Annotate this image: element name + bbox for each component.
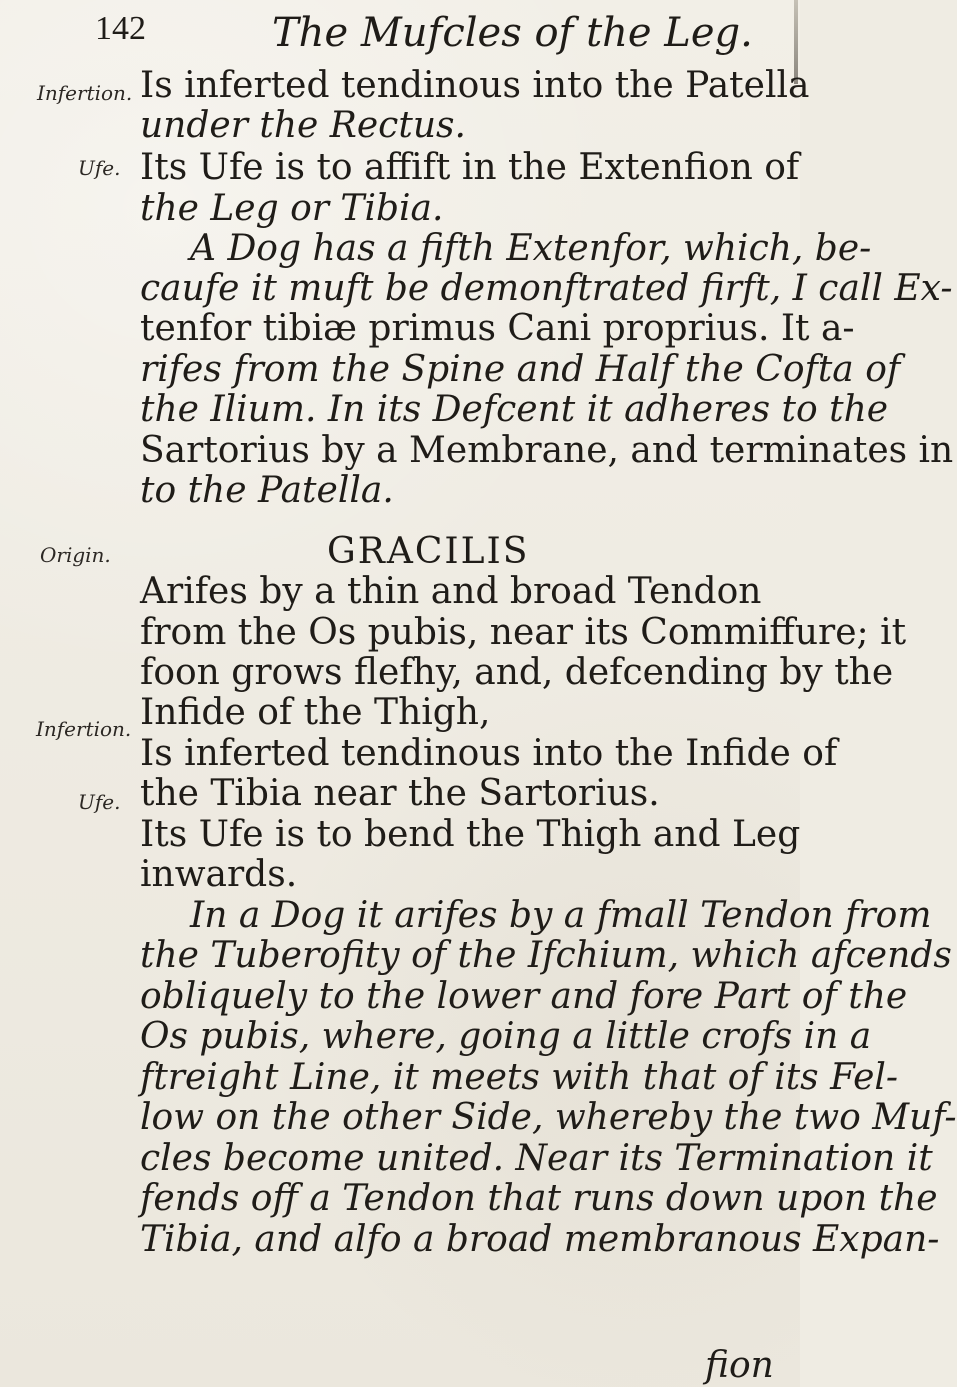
paragraph-3-line-6: Sartorius by a Membrane, and terminates in <box>140 430 954 471</box>
gracilis-line-2: from the Os pubis, near its Commiffure; it <box>140 612 907 653</box>
page-number: 142 <box>95 10 146 47</box>
insertion-line-2: the Tibia near the Sartorius. <box>140 773 660 814</box>
dog-description-line-6: low on the other Side, whereby the two Muf- <box>140 1097 957 1138</box>
gracilis-line-4: Infide of the Thigh, <box>140 692 491 733</box>
paragraph-3-line-2: caufe it muft be demonftrated firft, I call Ex- <box>140 268 953 309</box>
dog-description-line-2: the Tuberofity of the Ifchium, which afcends <box>140 935 952 976</box>
use-line-1: Its Ufe is to bend the Thigh and Leg <box>140 814 801 855</box>
paragraph-3-line-4: rifes from the Spine and Half the Cofta of <box>140 349 901 390</box>
dog-description-line-4: Os pubis, where, going a little crofs in a <box>140 1016 872 1057</box>
dog-description-line-1: In a Dog it arifes by a fmall Tendon from <box>190 895 932 936</box>
dog-description-line-9: Tibia, and alfo a broad membranous Expan- <box>140 1219 940 1260</box>
paragraph-1-line-1: Is inferted tendinous into the Patella <box>140 65 810 106</box>
catchword: fion <box>705 1345 774 1386</box>
paragraph-3-line-7: to the Patella. <box>140 470 394 511</box>
insertion-line-1: Is inferted tendinous into the Infide of <box>140 733 838 774</box>
paragraph-3-line-1: A Dog has a fifth Extenfor, which, be- <box>190 228 872 269</box>
paragraph-3-line-3: tenfor tibiæ primus Cani proprius. It a- <box>140 308 855 349</box>
margin-label-use-1: Ufe. <box>78 156 121 180</box>
dog-description-line-3: obliquely to the lower and fore Part of the <box>140 976 908 1017</box>
paragraph-2-line-1: Its Ufe is to affift in the Extenfion of <box>140 147 800 188</box>
paragraph-1-line-2: under the Rectus. <box>140 105 466 146</box>
paragraph-2-line-2: the Leg or Tibia. <box>140 188 444 229</box>
paragraph-3-line-5: the Ilium. In its Defcent it adheres to the <box>140 389 889 430</box>
dog-description-line-7: cles become united. Near its Termination it <box>140 1138 933 1179</box>
gracilis-line-3: foon grows flefhy, and, defcending by the <box>140 652 894 693</box>
margin-label-insertion-2: Infertion. <box>36 717 132 741</box>
dog-description-line-5: ftreight Line, it meets with that of its Fel- <box>140 1057 899 1098</box>
section-heading-gracilis: GRACILIS <box>327 531 530 572</box>
use-line-2: inwards. <box>140 854 298 895</box>
margin-label-use-2: Ufe. <box>78 790 121 814</box>
margin-label-insertion-1: Infertion. <box>37 81 133 105</box>
gracilis-line-1: Arifes by a thin and broad Tendon <box>140 571 762 612</box>
dog-description-line-8: fends off a Tendon that runs down upon the <box>140 1178 938 1219</box>
running-title: The Mufcles of the Leg. <box>272 10 753 56</box>
margin-label-origin: Origin. <box>40 543 111 567</box>
